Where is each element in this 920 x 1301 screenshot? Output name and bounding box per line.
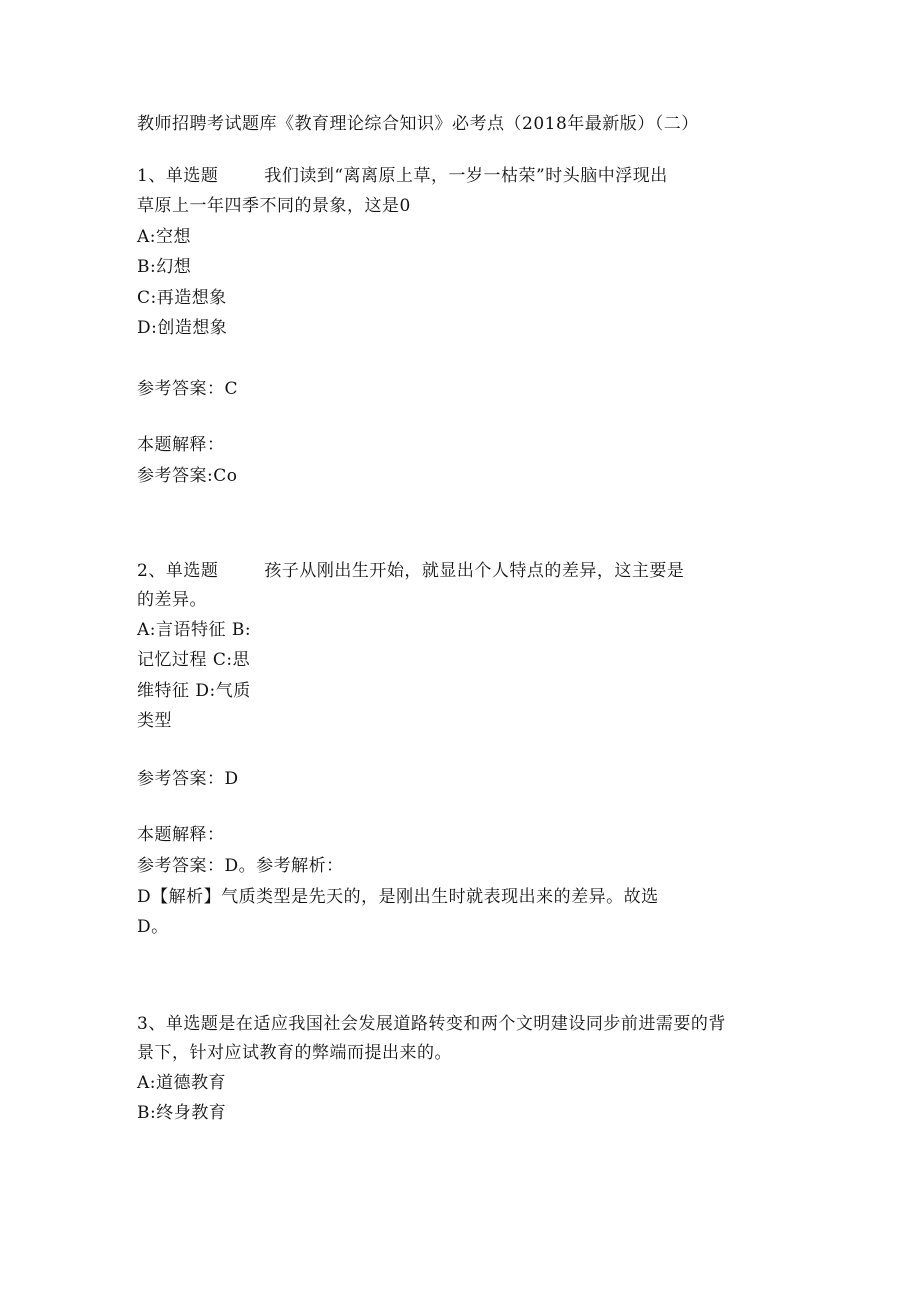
question-1-head-line: [137, 165, 668, 187]
question-2-explain-line1: 参考答案：D。参考解析：: [137, 856, 344, 876]
question-2-option-line4: 类型: [137, 711, 172, 731]
question-1-stem-line2: 草原上一年四季不同的景象，这是0: [137, 196, 411, 216]
question-2-stem-line2: 的差异。: [137, 590, 207, 610]
question-2-explain-line3: D。: [137, 917, 169, 937]
question-1-answer: 参考答案：C: [137, 379, 239, 399]
question-2-head-line: [137, 560, 684, 582]
question-1-stem-line1: 我们读到“离离原上草，一岁一枯荣”时头脑中浮现出: [264, 166, 668, 186]
question-1-explain-line1: 参考答案:Co: [137, 466, 238, 486]
question-2-explain-label: 本题解释：: [137, 825, 225, 845]
question-3-option-b: B:终身教育: [137, 1103, 227, 1123]
question-1-option-d: D:创造想象: [137, 318, 228, 338]
question-3-option-a: A:道德教育: [137, 1073, 227, 1093]
question-1-option-c: C:再造想象: [137, 288, 227, 308]
question-1-type: 1、单选题: [137, 166, 219, 186]
question-2-explain-line2: D【解析】气质类型是先天的，是刚出生时就表现出来的差异。故选: [137, 887, 659, 907]
question-2-option-line2: 记忆过程 C:思: [137, 650, 251, 670]
question-3-head-line: 3、单选题是在适应我国社会发展道路转变和两个文明建设同步前进需要的背: [137, 1014, 726, 1034]
question-2-option-line1: A:言语特征 B:: [137, 620, 252, 640]
document-title: 教师招聘考试题库《教育理论综合知识》必考点（2018年最新版）（二）: [137, 114, 699, 134]
question-2-option-line3: 维特征 D:气质: [137, 681, 251, 701]
question-3-stem-line2: 景下，针对应试教育的弊端而提出来的。: [137, 1043, 452, 1063]
question-2-type: 2、单选题: [137, 561, 219, 581]
question-1-option-b: B:幻想: [137, 257, 192, 277]
question-1-explain-label: 本题解释：: [137, 435, 225, 455]
question-1-option-a: A:空想: [137, 227, 192, 247]
question-2-stem-line1: 孩子从刚出生开始，就显出个人特点的差异，这主要是: [264, 561, 685, 581]
question-2-answer: 参考答案：D: [137, 769, 239, 789]
